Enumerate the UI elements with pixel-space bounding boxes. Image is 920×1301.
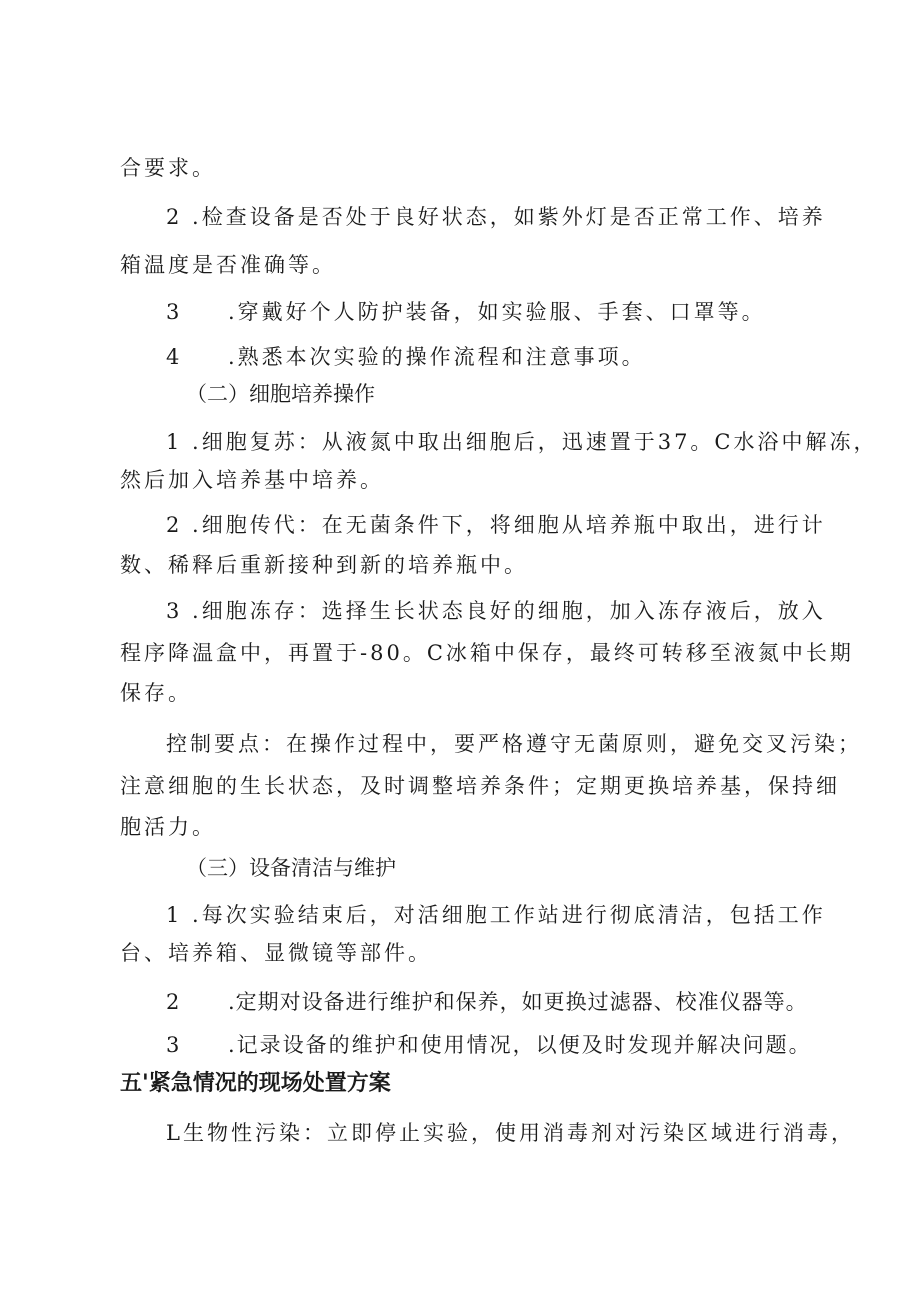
paragraph-line: 胞活力。 <box>120 815 216 839</box>
paragraph-line: L生物性污染：立即停止实验，使用消毒剂对污染区域进行消毒， <box>166 1121 855 1145</box>
paragraph-line: 合要求。 <box>120 156 216 180</box>
section-heading: （二）细胞培养操作 <box>186 382 375 406</box>
section-heading: 五'紧急情况的现场处置方案 <box>120 1071 391 1096</box>
list-number: 3 <box>166 300 180 324</box>
section-heading: （三）设备清洁与维护 <box>186 856 396 880</box>
paragraph-line: .穿戴好个人防护装备，如实验服、手套、口罩等。 <box>228 300 766 324</box>
paragraph-line: 程序降温盒中，再置于-80。C冰箱中保存，最终可转移至液氮中长期 <box>120 641 854 665</box>
paragraph-line: 台、培养箱、显微镜等部件。 <box>120 941 432 965</box>
paragraph-line: 注意细胞的生长状态，及时调整培养条件；定期更换培养基，保持细 <box>120 774 840 798</box>
paragraph-line: 保存。 <box>120 681 192 705</box>
list-number: 3 <box>166 1033 180 1057</box>
paragraph-line: 箱温度是否准确等。 <box>120 253 336 277</box>
paragraph-line: .熟悉本次实验的操作流程和注意事项。 <box>228 345 646 369</box>
paragraph-line: 2 .检查设备是否处于良好状态，如紫外灯是否正常工作、培养 <box>166 205 826 229</box>
list-number: 4 <box>166 345 180 369</box>
paragraph-line: .定期对设备进行维护和保养，如更换过滤器、校准仪器等。 <box>228 990 808 1014</box>
paragraph-line: 控制要点：在操作过程中，要严格遵守无菌原则，避免交叉污染； <box>166 732 862 756</box>
paragraph-line: 3 .细胞冻存：选择生长状态良好的细胞，加入冻存液后，放入 <box>166 599 826 623</box>
list-number: 2 <box>166 990 180 1014</box>
paragraph-line: 1 .每次实验结束后，对活细胞工作站进行彻底清洁，包括工作 <box>166 903 826 927</box>
paragraph-line: .记录设备的维护和使用情况，以便及时发现并解决问题。 <box>228 1033 812 1057</box>
paragraph-line: 然后加入培养基中培养。 <box>120 468 384 492</box>
paragraph-line: 1 .细胞复苏：从液氮中取出细胞后，迅速置于37。C水浴中解冻， <box>166 430 878 454</box>
paragraph-line: 数、稀释后重新接种到新的培养瓶中。 <box>120 553 528 577</box>
paragraph-line: 2 .细胞传代：在无菌条件下，将细胞从培养瓶中取出，进行计 <box>166 513 826 537</box>
